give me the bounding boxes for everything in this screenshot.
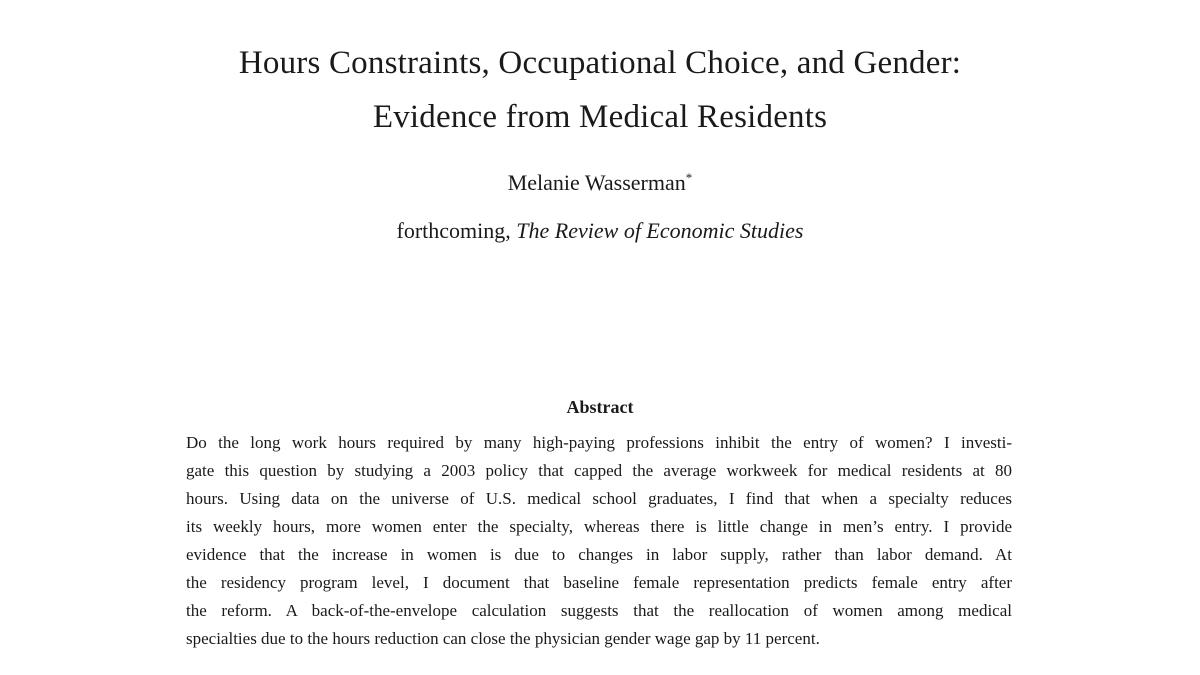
abstract-line: Do the long work hours required by many high-paying professions inhibit the entry of women? I investi-	[186, 433, 1012, 452]
title-line-1: Hours Constraints, Occupational Choice, and Gender:	[238, 45, 962, 81]
author-footnote-mark: *	[685, 170, 693, 185]
author-name: Melanie Wasserman	[507, 170, 686, 195]
abstract-line: its weekly hours, more women enter the specialty, whereas there is little change in men’s entry. I provide	[186, 517, 1012, 536]
author-line	[0, 168, 1200, 198]
abstract-line: gate this question by studying a 2003 policy that capped the average workweek for medical residents at 80	[186, 461, 1012, 480]
abstract-heading: Abstract	[566, 397, 634, 417]
abstract-line: specialties due to the hours reduction can close the physician gender wage gap by 11 percent.	[186, 629, 820, 648]
publication-venue	[0, 216, 1200, 246]
journal-name: The Review of Economic Studies	[516, 218, 804, 243]
abstract-line: the reform. A back-of-the-envelope calculation suggests that the reallocation of women among medical	[186, 601, 1012, 620]
paper-title	[0, 36, 1200, 144]
abstract-body	[186, 429, 1012, 653]
abstract-line: the residency program level, I document that baseline female representation predicts female entry after	[186, 573, 1012, 592]
title-line-2: Evidence from Medical Residents	[372, 99, 828, 135]
venue-prefix: forthcoming,	[396, 218, 511, 243]
abstract-line: evidence that the increase in women is due to changes in labor supply, rather than labor demand. At	[186, 545, 1012, 564]
abstract-line: hours. Using data on the universe of U.S. medical school graduates, I find that when a specialty reduces	[186, 489, 1012, 508]
